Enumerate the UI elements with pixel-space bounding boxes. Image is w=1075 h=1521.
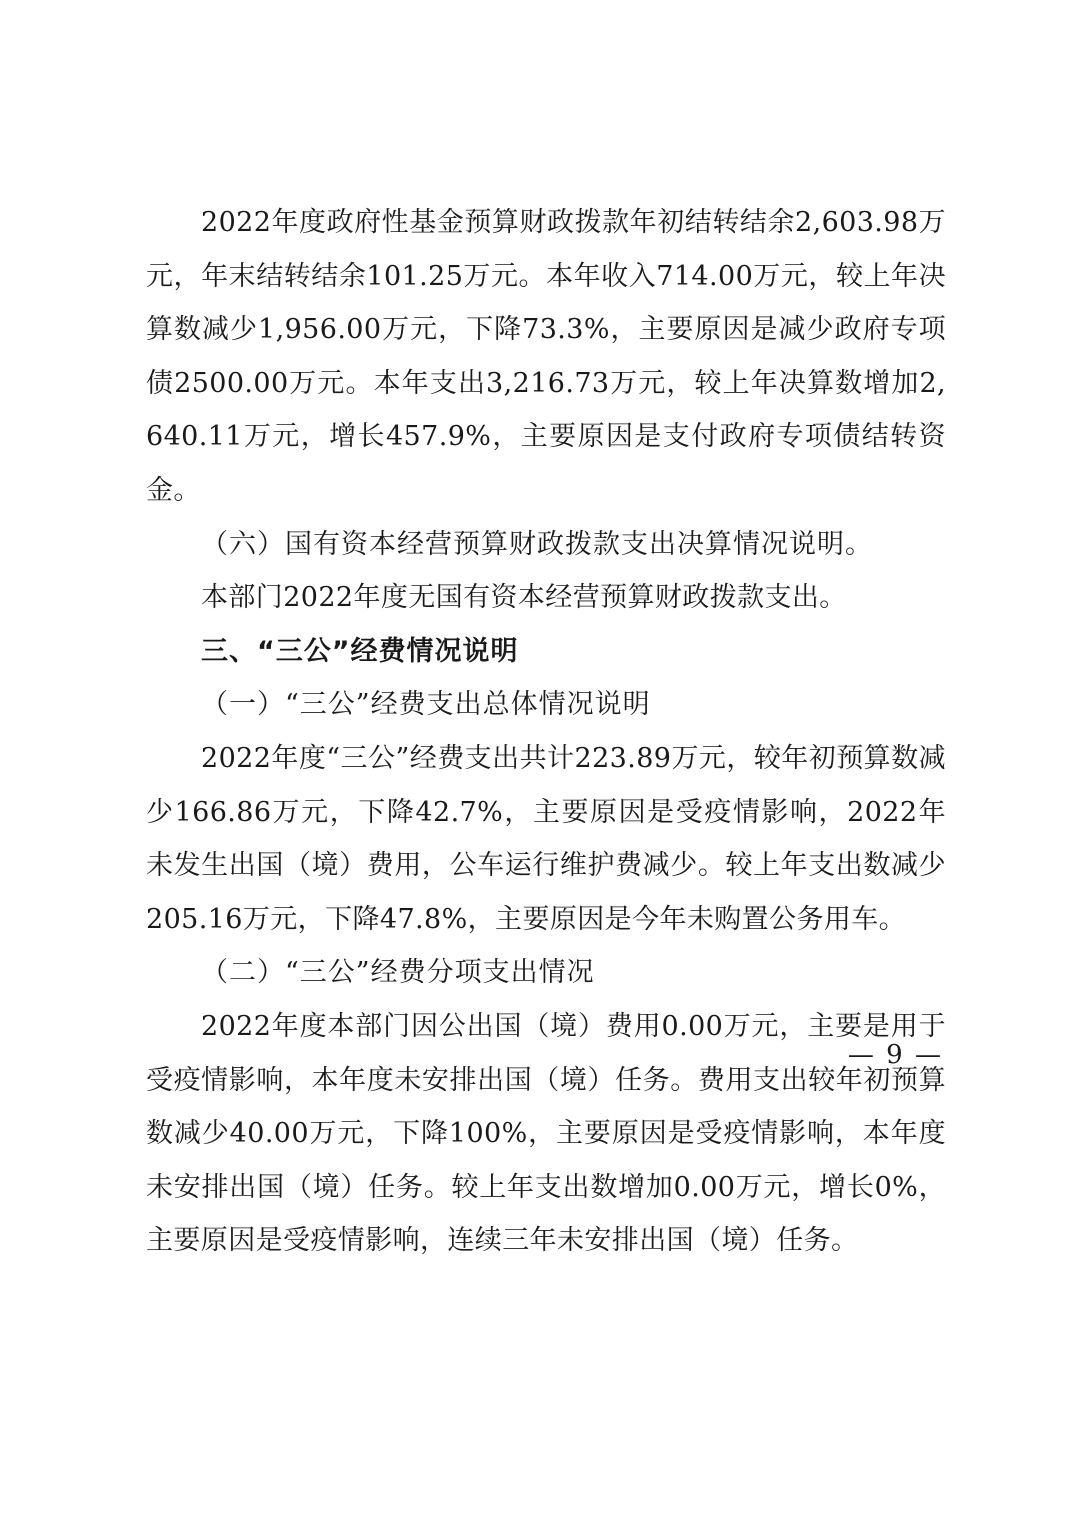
- paragraph-government-fund-budget: 2022年度政府性基金预算财政拨款年初结转结余2,603.98万元，年末结转结余101.25万元。本年收入714.00万元，较上年决算数减少1,956.00万元，下降73.3%，主要原因是减少政府专项债2500.00万元。本年支出3,216.73万元，较上年决算数增加2,640.11万元，增长457.9%，主要原因是支付政府专项债结转资金。: [146, 207, 946, 506]
- subheading-overall-expenses: （一）“三公”经费支出总体情况说明: [201, 689, 651, 721]
- heading-three-public-expenses: 三、“三公”经费情况说明: [201, 635, 519, 667]
- paragraph-overall-expenses: 2022年度“三公”经费支出共计223.89万元，较年初预算数减少166.86万元，下降42.7%，主要原因是受疫情影响，2022年未发生出国（境）费用，公车运行维护费减少。较上年支出数减少205.16万元，下降47.8%，主要原因是今年未购置公务用车。: [146, 742, 946, 935]
- paragraph-overseas-travel-expenses: 2022年度本部门因公出国（境）费用0.00万元，主要是用于受疫情影响，本年度未安排出国（境）任务。费用支出较年初预算数减少40.00万元，下降100%，主要原因是受疫情影响，本年度未安排出国（境）任务。较上年支出数增加0.00万元，增长0%，主要原因是受疫情影响，连续三年未安排出国（境）任务。: [146, 1010, 946, 1257]
- document-body: [146, 196, 946, 1268]
- subheading-itemized-expenses: （二）“三公”经费分项支出情况: [201, 957, 595, 989]
- page-number: — 9 —: [847, 1040, 943, 1070]
- paragraph-state-capital-budget: 本部门2022年度无国有资本经营预算财政拨款支出。: [201, 582, 847, 614]
- subheading-state-capital-budget: （六）国有资本经营预算财政拨款支出决算情况说明。: [201, 528, 873, 560]
